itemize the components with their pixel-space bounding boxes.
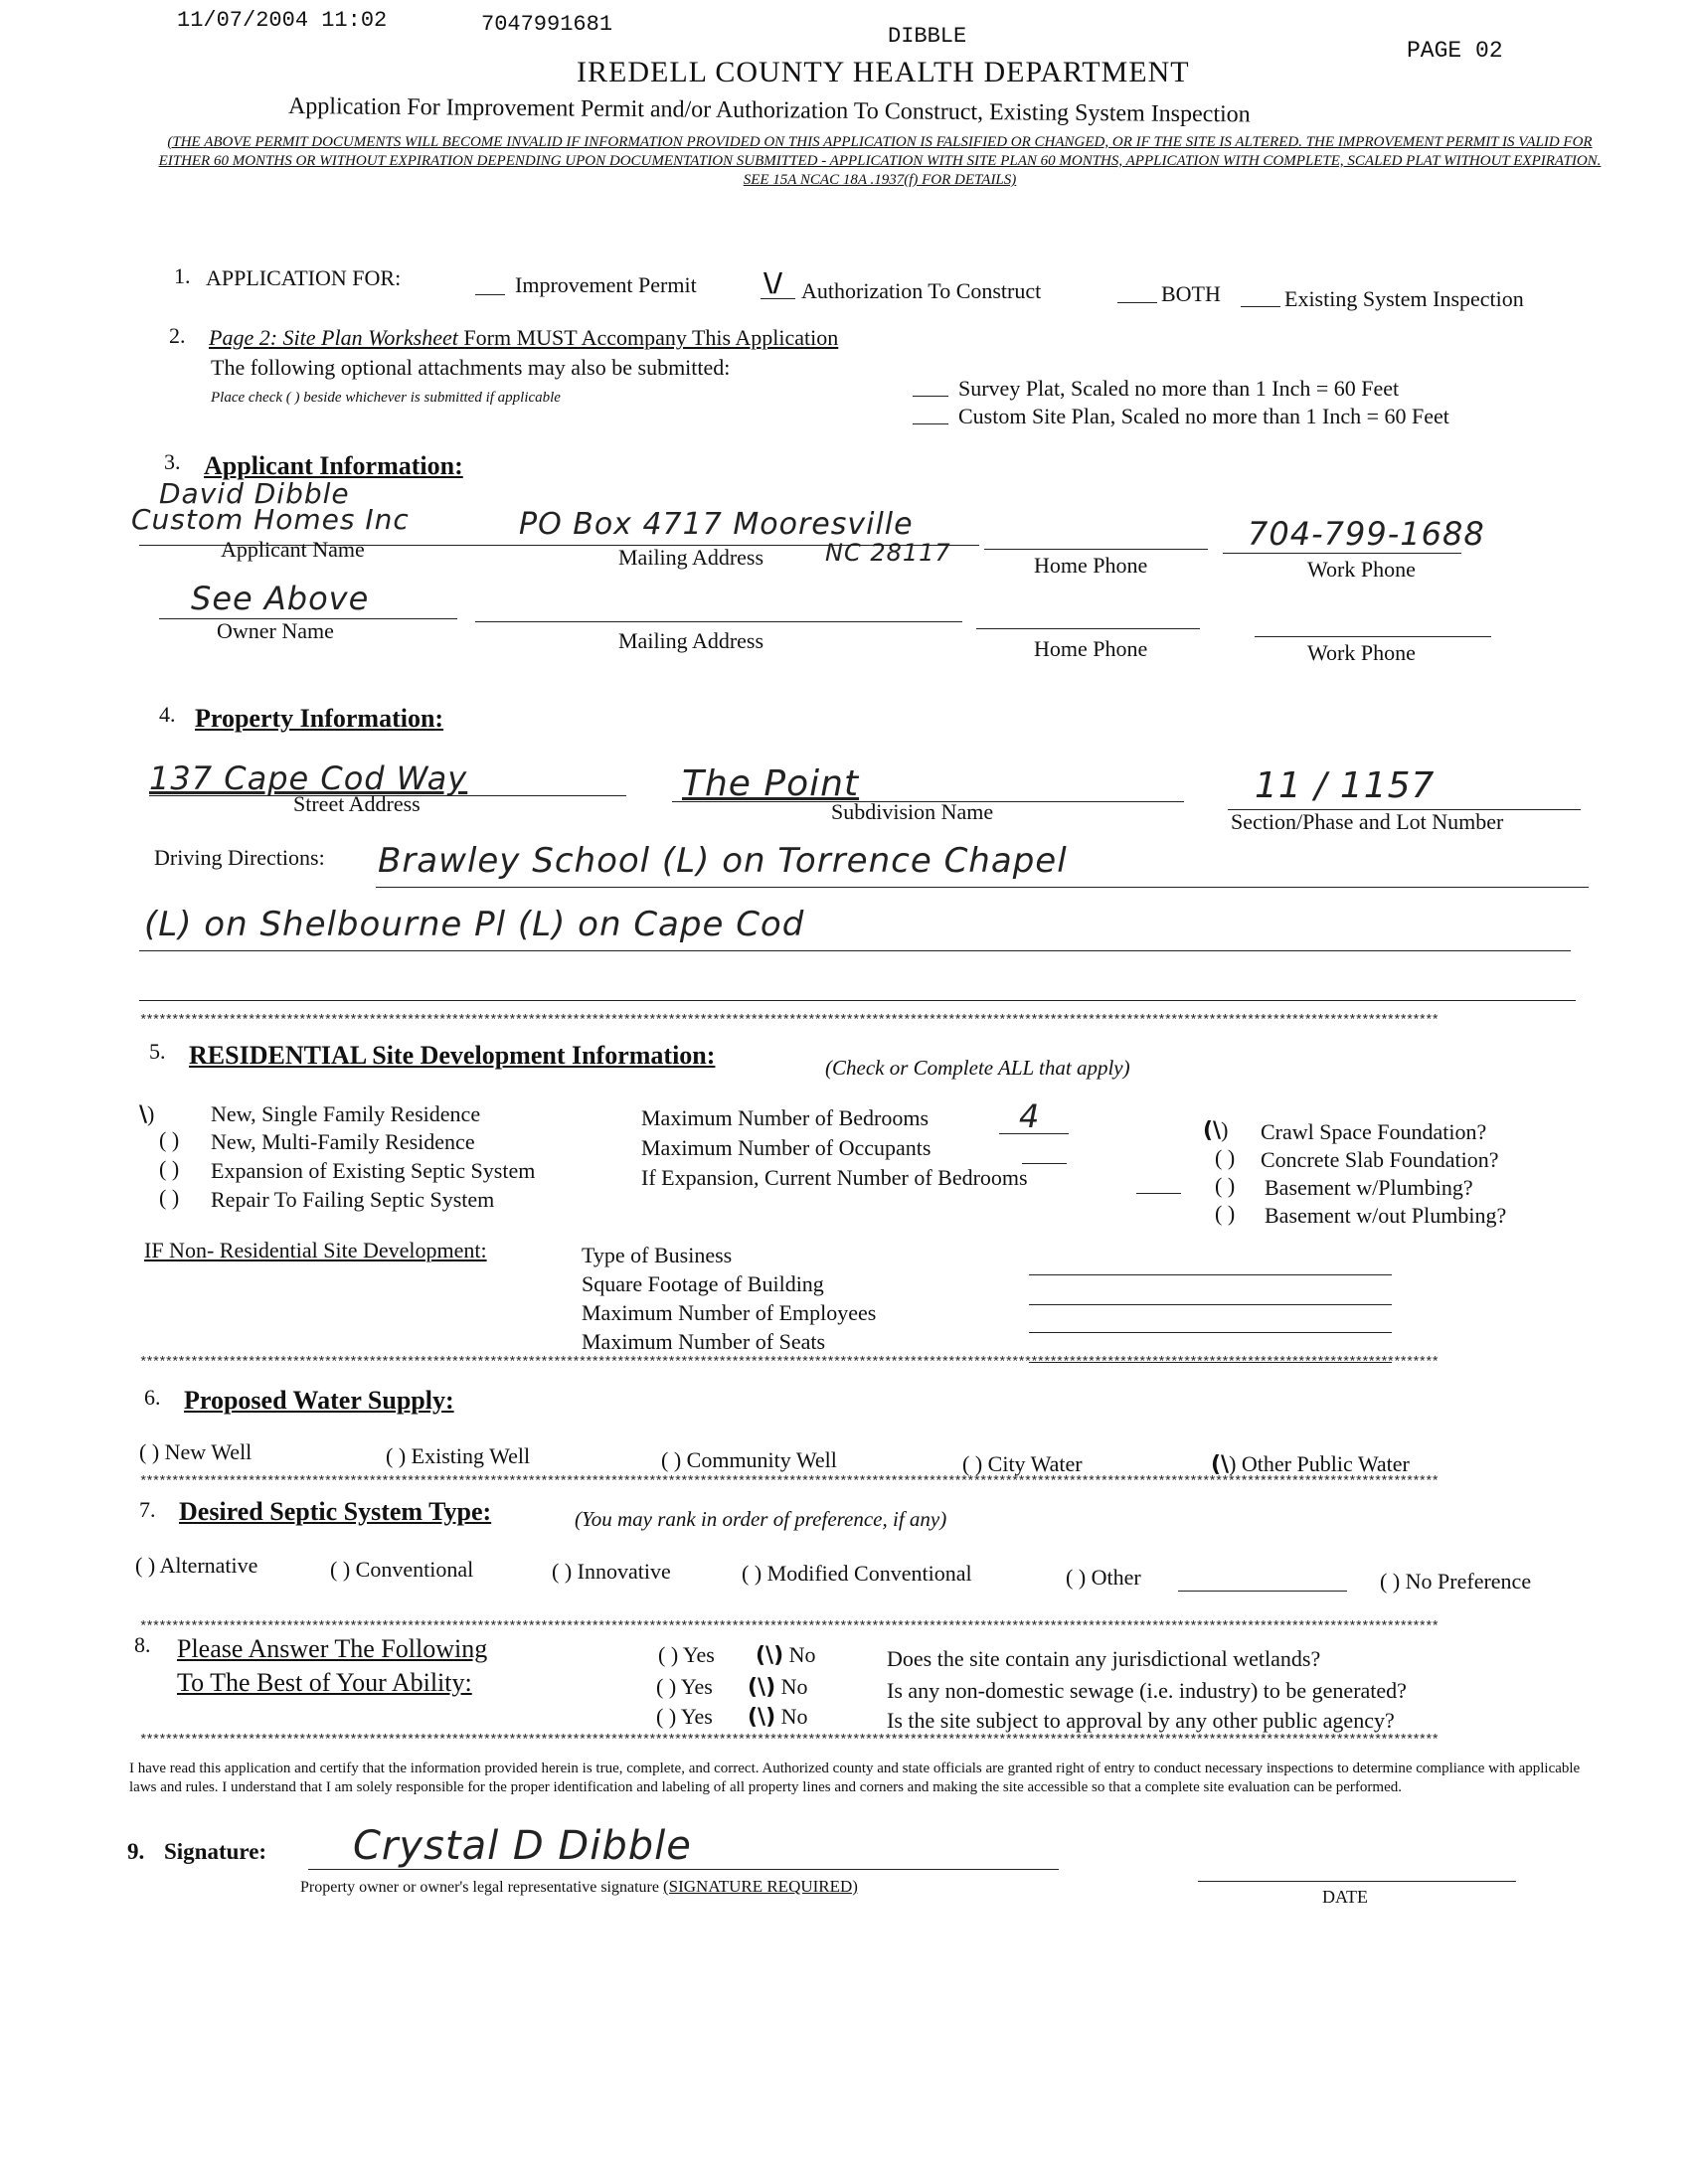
- s2-title-rest: Form MUST Accompany This Application: [457, 325, 839, 350]
- s2-blank-custom[interactable]: [913, 423, 948, 424]
- separator-2: ************************************************************************************************************************************************************************************************************: [139, 1356, 1438, 1370]
- q1-no-check-mark: (\): [756, 1643, 784, 1668]
- crawl-space: Crawl Space Foundation?: [1261, 1119, 1487, 1144]
- q3-no-check-mark: (\): [748, 1705, 776, 1730]
- nonres-line-1[interactable]: [1029, 1274, 1392, 1275]
- fax-name: DIBBLE: [888, 24, 967, 49]
- directions-line-2: (L) on Shelbourne Pl (L) on Cape Cod: [144, 905, 805, 944]
- certification-text: I have read this application and certify that the information provided herein is true, complete, and correct. Authorized county and state officials are granted right of entry to conduct necessary inspections to determine compliance with applicable laws and rules. I understand that I am solely responsible for the proper identification and labeling of all property lines and corners and making the site accessible so that a complete site evaluation can be performed.: [129, 1761, 1581, 1795]
- water-other-public-label: Other Public Water: [1241, 1451, 1410, 1476]
- signature-caption: [300, 1877, 858, 1897]
- s8-title-2: To The Best of Your Ability:: [177, 1668, 472, 1697]
- s2-custom-site-plan: Custom Site Plan, Scaled no more than 1 Inch = 60 Feet: [958, 404, 1449, 428]
- s6-number: 6.: [144, 1385, 161, 1410]
- res-expansion: Expansion of Existing Septic System: [211, 1158, 536, 1183]
- res-check-3[interactable]: ( ): [159, 1156, 180, 1181]
- s1-improvement-permit: Improvement Permit: [515, 272, 697, 297]
- s4-title: Property Information:: [195, 704, 444, 733]
- septic-conventional[interactable]: ( ) Conventional: [330, 1557, 474, 1582]
- page-subtitle: Application For Improvement Permit and/or Authorization To Construct, Existing System Inspection: [287, 93, 1251, 128]
- q2-yes-label: Yes: [680, 1674, 713, 1699]
- s9-number: 9.: [127, 1839, 145, 1864]
- q1-no-label: No: [788, 1642, 816, 1667]
- q1-yes-label: Yes: [682, 1642, 715, 1667]
- max-occupants-label: Maximum Number of Occupants: [641, 1135, 932, 1160]
- s1-existing-inspection: Existing System Inspection: [1284, 286, 1524, 311]
- q1-no[interactable]: [756, 1642, 816, 1668]
- s1-blank-1[interactable]: [475, 294, 505, 295]
- q3-no[interactable]: [748, 1704, 808, 1730]
- water-community-well-label: Community Well: [686, 1447, 837, 1472]
- found-check-3[interactable]: ( ): [1215, 1173, 1236, 1198]
- current-bedrooms-line[interactable]: [1136, 1193, 1181, 1194]
- septic-innovative-label: Innovative: [577, 1559, 671, 1584]
- res-multi-family: New, Multi-Family Residence: [211, 1129, 475, 1154]
- fax-page: PAGE 02: [1407, 38, 1503, 64]
- signature-value: Crystal D Dibble: [353, 1823, 692, 1869]
- signature-line[interactable]: [308, 1869, 1059, 1870]
- s1-check-mark: \/: [763, 268, 782, 298]
- applicant-name-2: Custom Homes Inc: [131, 503, 410, 536]
- section-lot-number: 11 / 1157: [1255, 765, 1436, 806]
- res-repair: Repair To Failing Septic System: [211, 1187, 495, 1212]
- septic-other-label: Other: [1091, 1565, 1141, 1590]
- res-check-1[interactable]: \): [139, 1101, 155, 1127]
- res-check-mark: \: [139, 1102, 148, 1127]
- s7-hint: (You may rank in order of preference, if any): [575, 1507, 947, 1531]
- septic-alternative[interactable]: ( ) Alternative: [135, 1553, 258, 1578]
- s2-title-worksheet: Page 2: Site Plan Worksheet: [209, 325, 458, 350]
- max-bedrooms-label: Maximum Number of Bedrooms: [641, 1105, 930, 1130]
- q2-no-label: No: [780, 1674, 808, 1699]
- septic-other[interactable]: ( ) Other: [1066, 1565, 1141, 1590]
- q2-no[interactable]: [748, 1674, 808, 1700]
- s4-number: 4.: [159, 702, 176, 727]
- current-bedrooms-label: If Expansion, Current Number of Bedrooms: [641, 1165, 1028, 1190]
- s1-label: APPLICATION FOR:: [206, 265, 402, 290]
- directions-rule-3[interactable]: [139, 1000, 1576, 1001]
- s1-number: 1.: [174, 263, 191, 288]
- septic-innovative[interactable]: ( ) Innovative: [552, 1559, 671, 1584]
- applicant-mailing-2: NC 28117: [825, 539, 951, 567]
- s1-blank-2[interactable]: [761, 298, 795, 299]
- s1-authorization: Authorization To Construct: [801, 278, 1042, 303]
- street-label: Street Address: [293, 791, 421, 816]
- nonres-line-3[interactable]: [1029, 1332, 1392, 1333]
- mailing-address-label-1: Mailing Address: [618, 545, 764, 570]
- q2-yes[interactable]: ( ) Yes: [656, 1674, 713, 1699]
- water-city[interactable]: ( ) City Water: [962, 1451, 1083, 1476]
- septic-no-preference[interactable]: ( ) No Preference: [1380, 1569, 1532, 1594]
- validity-notice: (THE ABOVE PERMIT DOCUMENTS WILL BECOME INVALID IF INFORMATION PROVIDED ON THIS APPLICATION IS FALSIFIED OR CHANGED, OR IF THE SITE IS ALTERED. THE IMPROVEMENT PERMIT IS VALID FOR EITHER 60 MONTHS OR WITHOUT EXPIRATION DEPENDING UPON DOCUMENTATION SUBMITTED - APPLICATION WITH SITE PLAN 60 MONTHS, APPLICATION WITH COMPLETE, SCALED PLAT WITHOUT EXPIRATION. SEE 15A NCAC 18A .1937(f) FOR DETAILS): [158, 134, 1602, 188]
- mailing-line-2[interactable]: [475, 621, 962, 622]
- water-other-public[interactable]: (\) Other Public Water: [1211, 1451, 1410, 1477]
- nonres-label: IF Non- Residential Site Development:: [144, 1238, 487, 1262]
- nonres-sqft: Square Footage of Building: [582, 1271, 824, 1296]
- max-bedrooms-value: 4: [1019, 1097, 1041, 1135]
- fax-datetime: 11/07/2004 11:02: [177, 8, 388, 33]
- s2-title: [209, 325, 838, 351]
- s5-number: 5.: [149, 1039, 166, 1064]
- s2-blank-survey[interactable]: [913, 396, 948, 397]
- directions-line-1: Brawley School (L) on Torrence Chapel: [378, 841, 1068, 881]
- applicant-line[interactable]: [139, 545, 656, 546]
- work-phone-label-2: Work Phone: [1307, 640, 1416, 665]
- street-address: 137 Cape Cod Way: [149, 759, 468, 797]
- applicant-name-label: Applicant Name: [221, 537, 365, 562]
- subdivision-label: Subdivision Name: [831, 799, 994, 824]
- nonres-business: Type of Business: [582, 1243, 733, 1267]
- q3-yes-label: Yes: [680, 1704, 713, 1729]
- q3-text: Is the site subject to approval by any other public agency?: [887, 1708, 1395, 1733]
- basement-no-plumbing: Basement w/out Plumbing?: [1265, 1203, 1507, 1228]
- s1-both: BOTH: [1161, 281, 1221, 306]
- lot-label: Section/Phase and Lot Number: [1231, 809, 1504, 834]
- home-phone-line-1[interactable]: [984, 549, 1208, 550]
- septic-other-line[interactable]: [1178, 1591, 1347, 1592]
- s3-number: 3.: [164, 449, 181, 474]
- q3-yes[interactable]: ( ) Yes: [656, 1704, 713, 1729]
- separator-4: ************************************************************************************************************************************************************************************************************: [139, 1620, 1438, 1634]
- septic-modified-label: Modified Conventional: [766, 1561, 972, 1586]
- found-check-2[interactable]: ( ): [1215, 1145, 1236, 1170]
- found-check-1[interactable]: (\): [1203, 1117, 1229, 1143]
- separator-3: ************************************************************************************************************************************************************************************************************: [139, 1475, 1438, 1489]
- directions-rule-2[interactable]: [139, 950, 1571, 951]
- separator-5: ************************************************************************************************************************************************************************************************************: [139, 1734, 1438, 1748]
- water-other-check-mark: (\: [1211, 1452, 1230, 1477]
- septic-alternative-label: Alternative: [159, 1553, 258, 1578]
- s8-title-1: Please Answer The Following: [177, 1634, 488, 1663]
- date-line[interactable]: [1198, 1881, 1516, 1882]
- s7-title: Desired Septic System Type:: [179, 1497, 492, 1526]
- q3-no-label: No: [780, 1704, 808, 1729]
- septic-no-preference-label: No Preference: [1405, 1569, 1532, 1594]
- bedrooms-line[interactable]: [999, 1133, 1069, 1134]
- signature-caption-text: Property owner or owner's legal representative signature: [300, 1879, 659, 1896]
- owner-name: See Above: [191, 580, 370, 617]
- water-community-well[interactable]: ( ) Community Well: [661, 1447, 837, 1472]
- water-existing-well-label: Existing Well: [411, 1443, 531, 1468]
- s8-number: 8.: [134, 1632, 151, 1657]
- q2-no-check-mark: (\): [748, 1675, 776, 1700]
- septic-modified[interactable]: ( ) Modified Conventional: [742, 1561, 972, 1586]
- s2-number: 2.: [169, 323, 186, 348]
- basement-plumbing: Basement w/Plumbing?: [1265, 1175, 1473, 1200]
- subdivision-name: The Point: [682, 763, 860, 804]
- occupants-line[interactable]: [1022, 1163, 1067, 1164]
- separator-1: ************************************************************************************************************************************************************************************************************: [139, 1014, 1438, 1028]
- q1-yes[interactable]: ( ) Yes: [658, 1642, 715, 1667]
- s2-line2: Place check ( ) beside whichever is submitted if applicable: [211, 390, 561, 406]
- water-existing-well[interactable]: ( ) Existing Well: [386, 1443, 531, 1468]
- applicant-name-1: David Dibble: [159, 477, 350, 510]
- mailing-address-label-2: Mailing Address: [618, 628, 764, 653]
- water-new-well-label: New Well: [164, 1439, 253, 1464]
- nonres-line-2[interactable]: [1029, 1304, 1392, 1305]
- water-new-well[interactable]: ( ) New Well: [139, 1439, 253, 1464]
- work-phone-line-2[interactable]: [1255, 636, 1491, 637]
- work-phone-line-1[interactable]: [1223, 553, 1461, 554]
- s7-number: 7.: [139, 1497, 156, 1522]
- home-phone-label-1: Home Phone: [1034, 553, 1148, 578]
- fax-phone: 7047991681: [481, 12, 613, 37]
- s3-title: Applicant Information:: [204, 451, 463, 480]
- s1-blank-3[interactable]: [1117, 302, 1157, 303]
- res-check-4[interactable]: ( ): [159, 1185, 180, 1210]
- owner-name-label: Owner Name: [217, 618, 334, 643]
- concrete-slab: Concrete Slab Foundation?: [1261, 1147, 1499, 1172]
- res-single-family: New, Single Family Residence: [211, 1101, 481, 1126]
- applicant-mailing-1: PO Box 4717 Mooresville: [519, 507, 914, 542]
- s5-hint: (Check or Complete ALL that apply): [825, 1056, 1130, 1080]
- directions-label: Driving Directions:: [154, 845, 325, 870]
- s1-blank-4[interactable]: [1241, 306, 1280, 307]
- crawl-check-mark: (\: [1203, 1118, 1222, 1143]
- water-city-label: City Water: [987, 1451, 1083, 1476]
- directions-rule-1[interactable]: [376, 887, 1589, 888]
- nonres-employees: Maximum Number of Employees: [582, 1300, 877, 1325]
- septic-conventional-label: Conventional: [355, 1557, 474, 1582]
- home-phone-label-2: Home Phone: [1034, 636, 1148, 661]
- page-title: IREDELL COUNTY HEALTH DEPARTMENT: [577, 56, 1190, 88]
- date-label: DATE: [1322, 1887, 1368, 1907]
- found-check-4[interactable]: ( ): [1215, 1201, 1236, 1226]
- work-phone-label-1: Work Phone: [1307, 557, 1416, 582]
- s2-line1: The following optional attachments may also be submitted:: [211, 355, 731, 380]
- s5-title: RESIDENTIAL Site Development Information:: [189, 1041, 716, 1070]
- res-check-2[interactable]: ( ): [159, 1127, 180, 1152]
- nonres-seats: Maximum Number of Seats: [582, 1329, 826, 1354]
- s6-title: Proposed Water Supply:: [184, 1386, 454, 1415]
- q1-text: Does the site contain any jurisdictional wetlands?: [887, 1646, 1321, 1671]
- s2-survey-plat: Survey Plat, Scaled no more than 1 Inch = 60 Feet: [958, 376, 1400, 401]
- signature-label: Signature:: [164, 1839, 267, 1864]
- home-phone-line-2[interactable]: [976, 628, 1200, 629]
- signature-required: (SIGNATURE REQUIRED): [662, 1877, 858, 1896]
- applicant-work-phone: 704-799-1688: [1248, 515, 1485, 553]
- q2-text: Is any non-domestic sewage (i.e. industry) to be generated?: [887, 1678, 1407, 1703]
